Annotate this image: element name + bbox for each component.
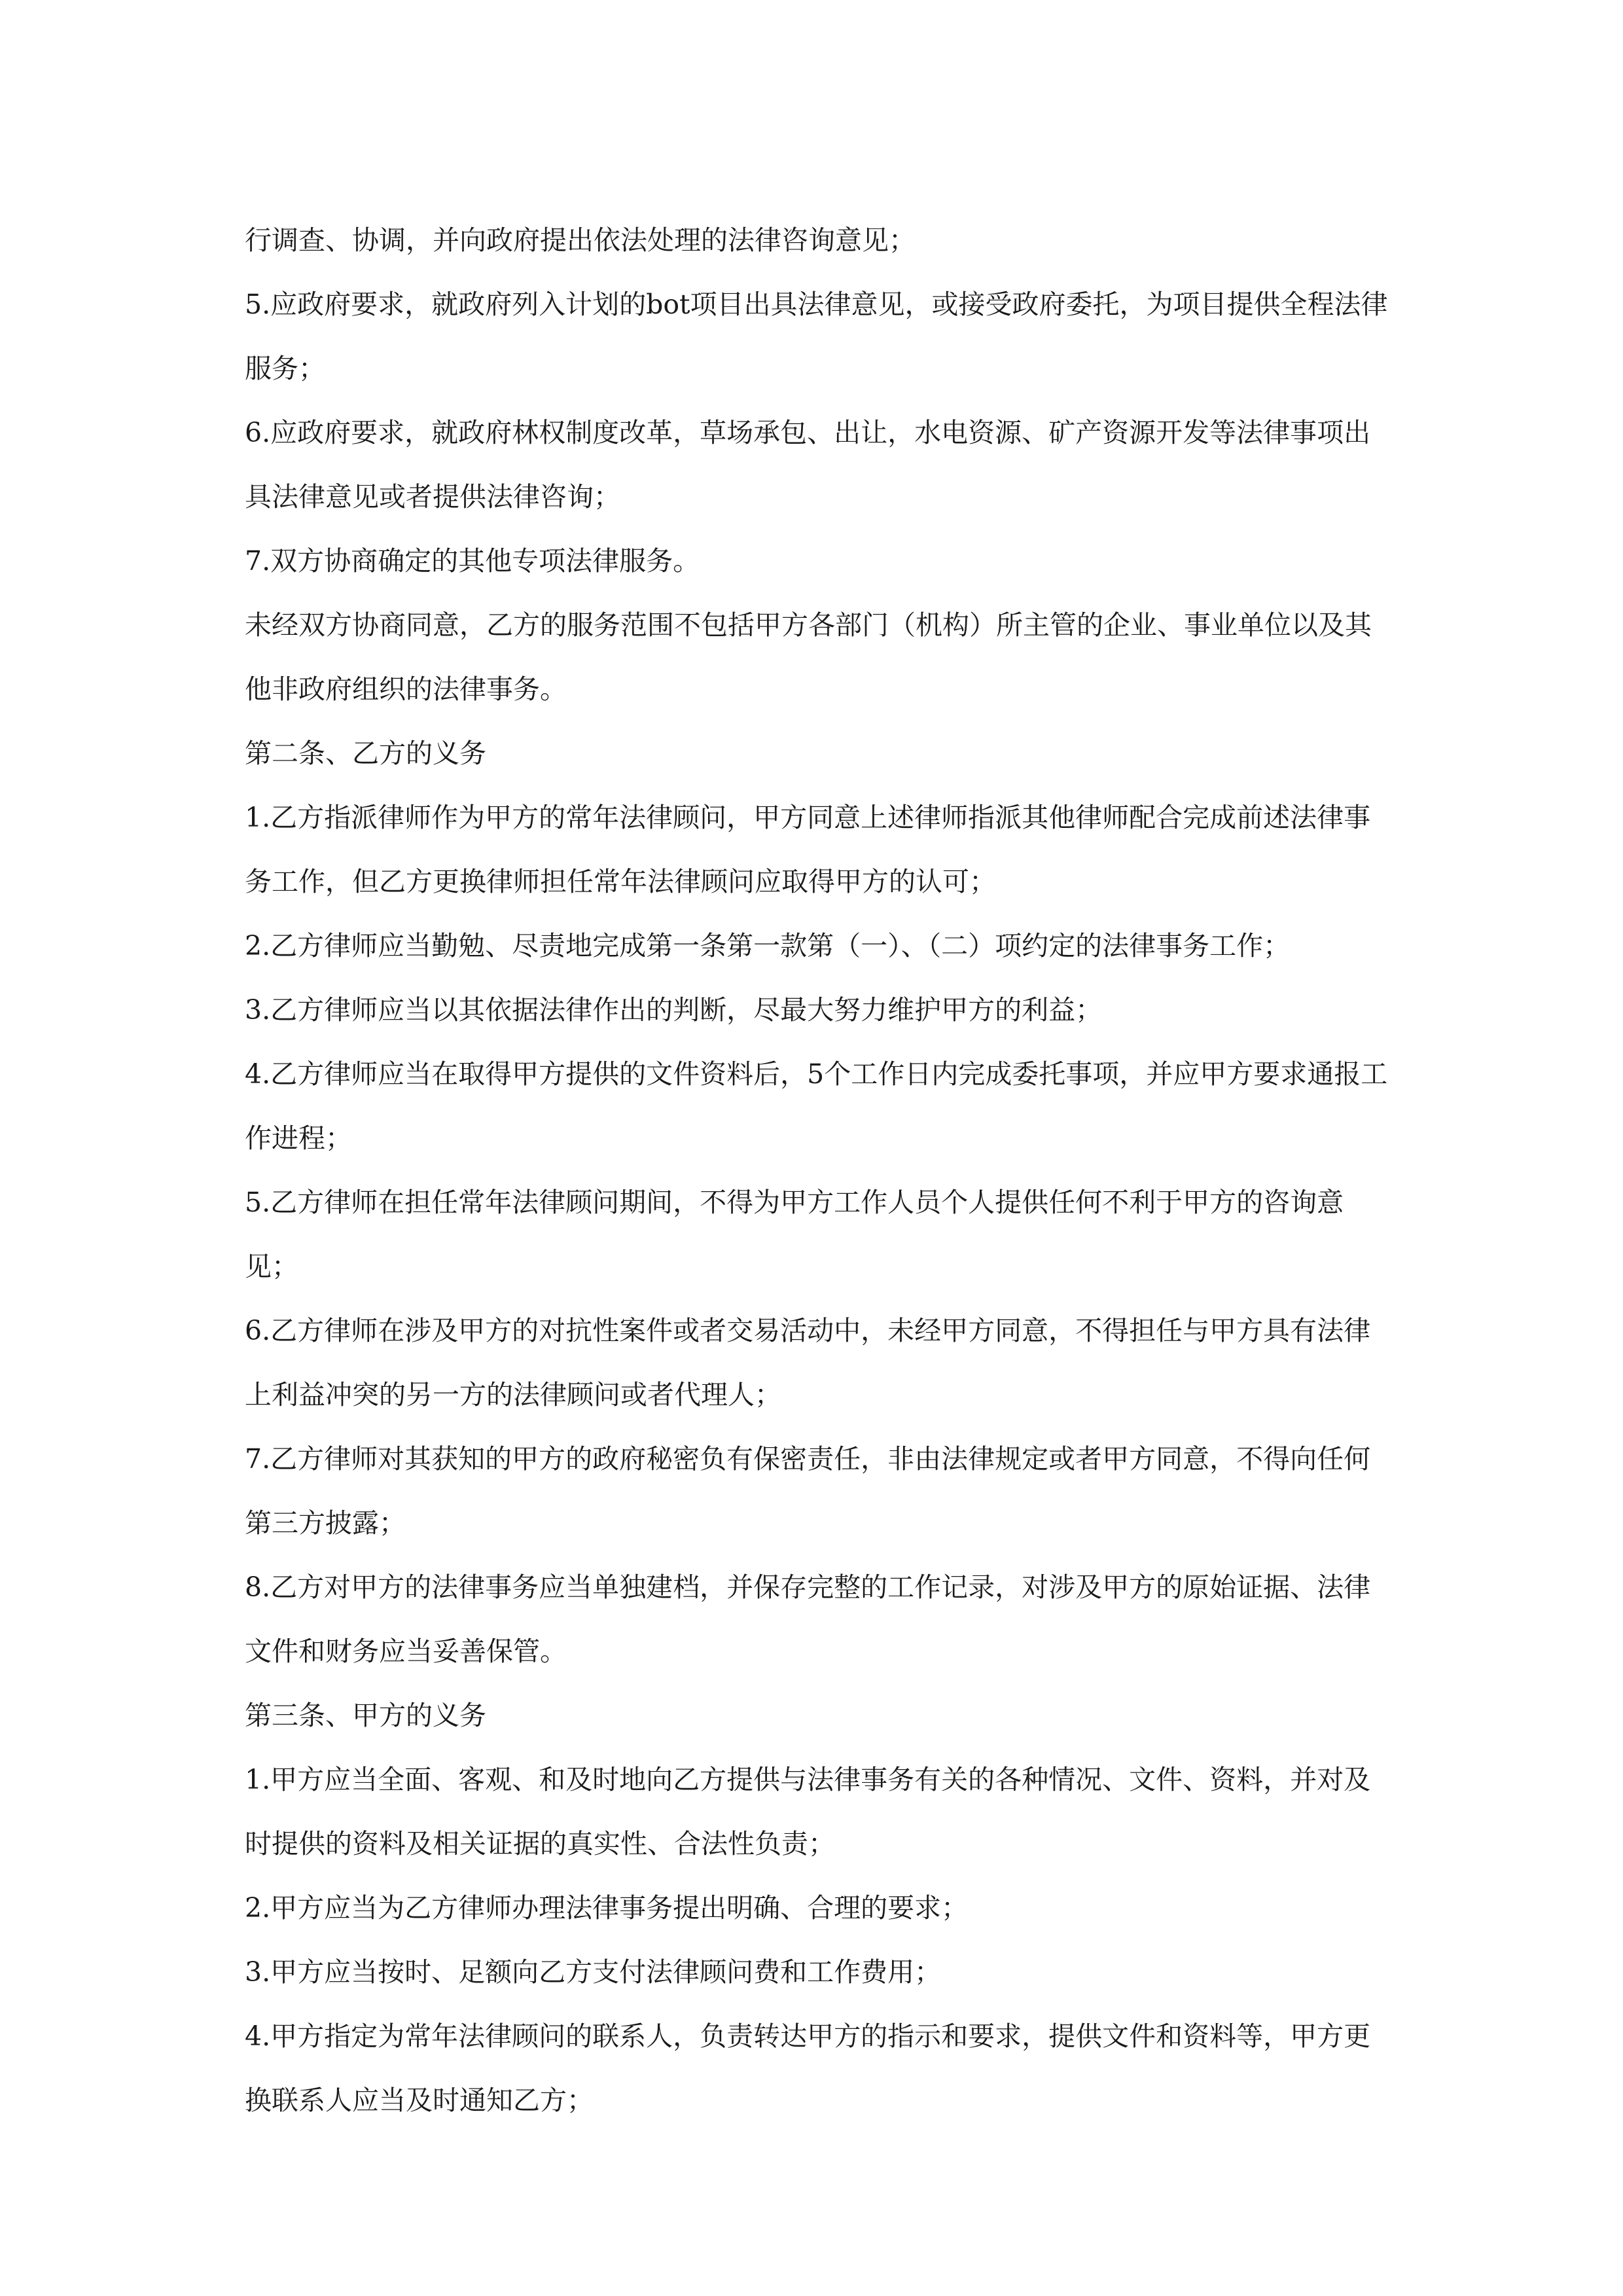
article-2-item-4: 4.乙方律师应当在取得甲方提供的文件资料后，5个工作日内完成委托事项，并应甲方要求通报工作进程； [245,1058,1388,1154]
paragraph-item-5-bot-projects: 5.应政府要求，就政府列入计划的bot项目出具法律意见，或接受政府委托，为项目提供全程法律服务； [245,289,1388,384]
article-2-item-6: 6.乙方律师在涉及甲方的对抗性案件或者交易活动中，未经甲方同意，不得担任与甲方具有法律上利益冲突的另一方的法律顾问或者代理人； [245,1315,1371,1410]
article-3-item-4: 4.甲方指定为常年法律顾问的联系人，负责转达甲方的指示和要求，提供文件和资料等，甲方更换联系人应当及时通知乙方； [245,2020,1371,2116]
article-3-item-2: 2.甲方应当为乙方律师办理法律事务提出明确、合理的要求； [245,1892,969,1924]
document-body [245,208,1397,2132]
article-2-item-8: 8.乙方对甲方的法律事务应当单独建档，并保存完整的工作记录，对涉及甲方的原始证据、法律文件和财务应当妥善保管。 [245,1571,1371,1667]
article-3-item-3: 3.甲方应当按时、足额向乙方支付法律顾问费和工作费用； [245,1956,942,1988]
section-heading-article-3: 第三条、甲方的义务 [245,1700,486,1731]
article-2-item-3: 3.乙方律师应当以其依据法律作出的判断，尽最大努力维护甲方的利益； [245,994,1103,1026]
article-2-item-5: 5.乙方律师在担任常年法律顾问期间，不得为甲方工作人员个人提供任何不利于甲方的咨询意见； [245,1187,1344,1282]
paragraph-item-6-reforms: 6.应政府要求，就政府林权制度改革，草场承包、出让，水电资源、矿产资源开发等法律事项出具法律意见或者提供法律咨询； [245,417,1371,512]
section-heading-article-2: 第二条、乙方的义务 [245,738,486,769]
paragraph-item-7-other-services: 7.双方协商确定的其他专项法律服务。 [245,545,700,577]
paragraph-scope-exclusion: 未经双方协商同意，乙方的服务范围不包括甲方各部门（机构）所主管的企业、事业单位以及其他非政府组织的法律事务。 [245,609,1372,705]
article-2-item-1: 1.乙方指派律师作为甲方的常年法律顾问，甲方同意上述律师指派其他律师配合完成前述法律事务工作，但乙方更换律师担任常年法律顾问应取得甲方的认可； [245,802,1371,897]
paragraph-continuation: 行调查、协调，并向政府提出依法处理的法律咨询意见； [245,224,916,256]
article-3-item-1: 1.甲方应当全面、客观、和及时地向乙方提供与法律事务有关的各种情况、文件、资料，并对及时提供的资料及相关证据的真实性、合法性负责； [245,1764,1371,1859]
article-2-item-7: 7.乙方律师对其获知的甲方的政府秘密负有保密责任，非由法律规定或者甲方同意，不得向任何第三方披露； [245,1443,1371,1539]
article-2-item-2: 2.乙方律师应当勤勉、尽责地完成第一条第一款第（一）、（二）项约定的法律事务工作； [245,930,1291,961]
